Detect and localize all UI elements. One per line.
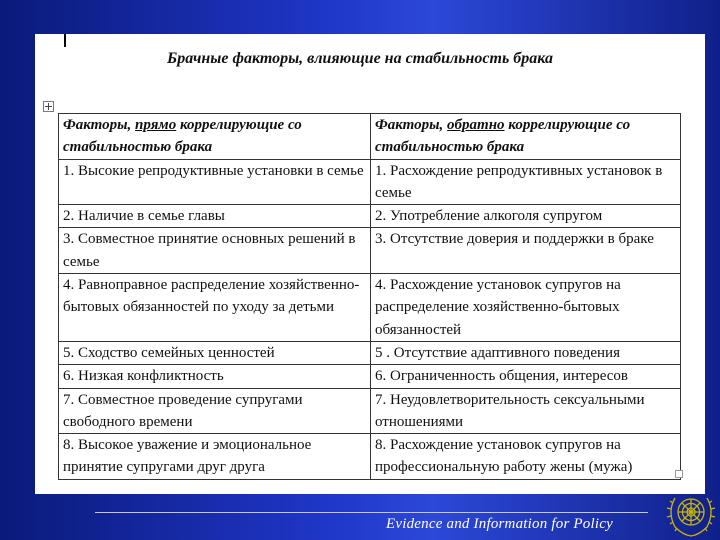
table-row bbox=[59, 228, 681, 274]
table-row bbox=[59, 388, 681, 434]
table-resize-handle-icon[interactable] bbox=[675, 470, 683, 478]
table-cell-right: 6. Ограниченность общения, интересов bbox=[371, 365, 681, 388]
header-inverse-correlation: Факторы, обратно коррелирующие со стабильностью брака bbox=[371, 114, 681, 160]
table-cell-right: 3. Отсутствие доверия и поддержки в браке bbox=[371, 228, 681, 274]
table-cell-right: 2. Употребление алкоголя супругом bbox=[371, 205, 681, 228]
footer-slogan: Evidence and Information for Policy bbox=[386, 516, 613, 532]
table-cell-left: 8. Высокое уважение и эмоциональное принятие супругами друг друга bbox=[59, 434, 371, 480]
table-row bbox=[59, 159, 681, 205]
table-row bbox=[59, 205, 681, 228]
table-move-handle-icon[interactable] bbox=[43, 101, 54, 112]
table-cell-right: 5 . Отсутствие адаптивного поведения bbox=[371, 341, 681, 364]
table-cell-left: 2. Наличие в семье главы bbox=[59, 205, 371, 228]
un-emblem-icon bbox=[664, 489, 718, 539]
table-row bbox=[59, 365, 681, 388]
table-cell-right: 4. Расхождение установок супругов на распределение хозяйственно-бытовых обязанностей bbox=[371, 274, 681, 342]
table-cell-right: 1. Расхождение репродуктивных установок в семье bbox=[371, 159, 681, 205]
table-cell-left: 6. Низкая конфликтность bbox=[59, 365, 371, 388]
text-cursor bbox=[64, 34, 66, 47]
table-row bbox=[59, 274, 681, 342]
table-cell-left: 4. Равноправное распределение хозяйственно-бытовых обязанностей по уходу за детьми bbox=[59, 274, 371, 342]
table-cell-left: 5. Сходство семейных ценностей bbox=[59, 341, 371, 364]
table-header-row bbox=[59, 114, 681, 160]
table-cell-right: 8. Расхождение установок супругов на профессиональную работу жены (мужа) bbox=[371, 434, 681, 480]
table-cell-left: 7. Совместное проведение супругами свободного времени bbox=[59, 388, 371, 434]
table-row bbox=[59, 341, 681, 364]
document-title: Брачные факторы, влияющие на стабильность брака bbox=[167, 50, 553, 67]
table-cell-left: 3. Совместное принятие основных решений в семье bbox=[59, 228, 371, 274]
table-cell-left: 1. Высокие репродуктивные установки в семье bbox=[59, 159, 371, 205]
footer-divider bbox=[95, 512, 648, 513]
header-direct-correlation: Факторы, прямо коррелирующие со стабильностью брака bbox=[59, 114, 371, 160]
factors-table bbox=[58, 113, 681, 480]
table-row bbox=[59, 434, 681, 480]
table-cell-right: 7. Неудовлетворительность сексуальными отношениями bbox=[371, 388, 681, 434]
